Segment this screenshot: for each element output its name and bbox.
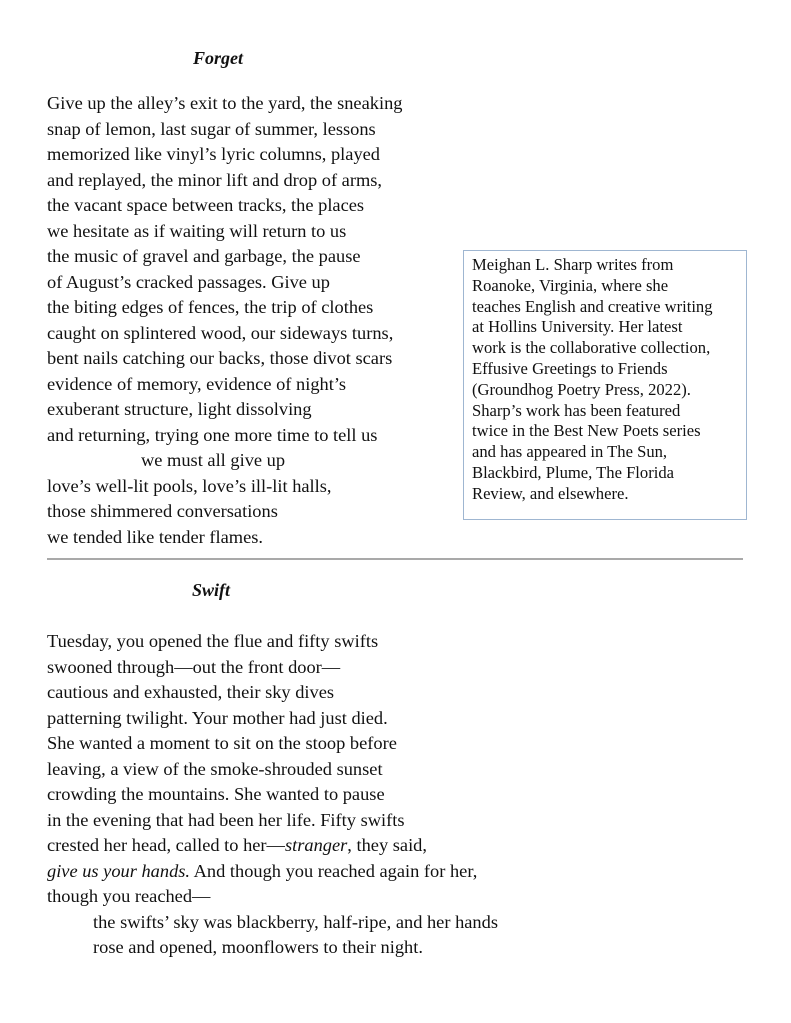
poem-line: though you reached— [47,886,211,906]
bio-line: teaches English and creative writing [472,296,713,316]
poem-line: leaving, a view of the smoke-shrouded sunset [47,758,383,779]
poem-swift-body [47,629,567,961]
author-bio-box [463,250,747,520]
poem-line: of August’s cracked passages. Give up [47,271,330,292]
poem-line: love’s well-lit pools, love’s ill-lit halls, [47,475,332,496]
poem-line: Give up the alley’s exit to the yard, the sneaking [47,93,403,113]
poem-line-indented: rose and opened, moonflowers to their night. [93,937,423,957]
poem-line: exuberant structure, light dissolving [47,399,312,419]
poem-line: the vacant space between tracks, the places [47,195,365,215]
poem-line: swooned through—out the front door— [47,656,341,677]
poem-line: and returning, trying one more time to tell us [47,424,378,445]
bio-line: Effusive Greetings to Friends [472,358,668,378]
poem-line: cautious and exhausted, their sky dives [47,682,335,702]
poem-line: memorized like vinyl’s lyric columns, played [47,144,380,164]
poem-title-forget: Forget [193,48,244,68]
poem-line-indented: the swifts’ sky was blackberry, half-ripe, and her hands [93,911,498,932]
italic-segment: give us your hands. [47,860,191,881]
poem-line-mixed [47,833,567,859]
bio-line: Review, and elsewhere. [472,483,629,503]
poem-line-indented: we must all give up [141,450,286,470]
bio-line: Sharp’s work has been featured [472,400,681,420]
poem-line-mixed [47,859,567,885]
poem-line: crowding the mountains. She wanted to pause [47,784,385,804]
bio-line: (Groundhog Poetry Press, 2022). [472,379,691,399]
text-segment: crested her head, called to her— [47,835,285,855]
poem-line: snap of lemon, last sugar of summer, lessons [47,118,376,139]
italic-segment: stranger [284,835,348,855]
bio-line: and has appeared in The Sun, [472,442,668,462]
bio-line: twice in the Best New Poets series [472,421,701,441]
poem-line: those shimmered conversations [47,501,278,521]
poem-line: caught on splintered wood, our sideways turns, [47,322,394,343]
poem-line: the biting edges of fences, the trip of clothes [47,297,374,317]
text-segment: , they said, [347,835,427,855]
bio-line: Blackbird, Plume, The Florida [472,462,675,482]
poem-line: we hesitate as if waiting will return to us [47,220,347,241]
poem-line: bent nails catching our backs, those divot scars [47,348,393,368]
poem-line: She wanted a moment to sit on the stoop before [47,733,397,753]
poem-line: we tended like tender flames. [47,526,264,547]
poem-line: patterning twilight. Your mother had just died. [47,707,388,728]
poem-line: evidence of memory, evidence of night’s [47,373,347,394]
poem-line: and replayed, the minor lift and drop of arms, [47,169,383,190]
poem-forget-body [47,91,447,550]
bio-line: work is the collaborative collection, [472,338,711,358]
section-divider [47,558,743,560]
bio-line: Meighan L. Sharp writes from [472,255,674,274]
poem-line: Tuesday, you opened the flue and fifty swifts [47,631,379,651]
poem-title-swift: Swift [192,580,231,600]
bio-line: Roanoke, Virginia, where she [472,275,669,295]
bio-line: at Hollins University. Her latest [472,317,683,337]
poem-line: the music of gravel and garbage, the pause [47,246,361,266]
poem-line: in the evening that had been her life. Fifty swifts [47,809,405,830]
text-segment: And though you reached again for her, [190,860,478,881]
